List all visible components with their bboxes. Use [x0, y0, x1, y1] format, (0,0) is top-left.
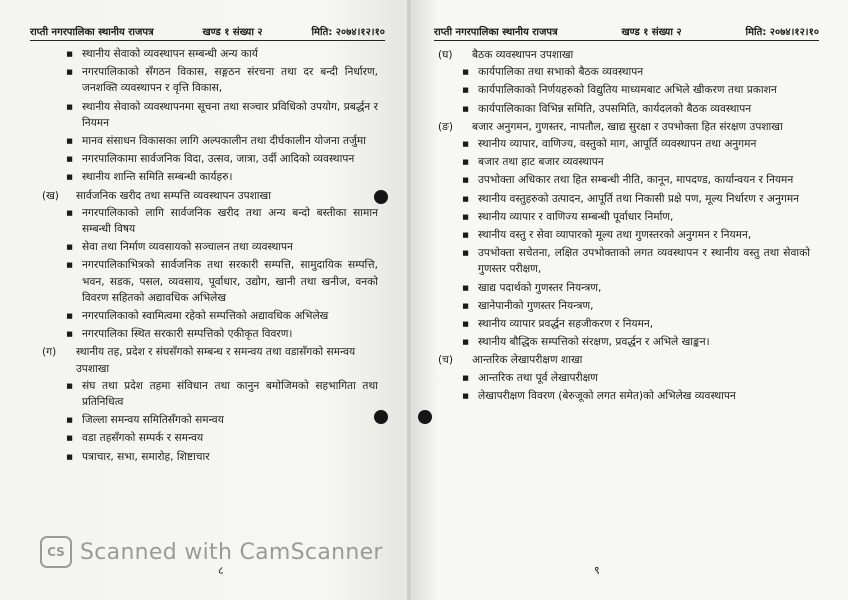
list-kha	[60, 205, 378, 343]
right-page-header	[434, 24, 819, 41]
list-item: ▪ खाद्य पदार्थको गुणस्तर नियन्त्रण,	[462, 281, 602, 294]
list-item: ▪ नगरपालिकाको सँगठन विकास, सङ्गठन संरचना तथा दर बन्दी निर्धारण, जनशक्ति व्यवस्थापन र वृत्ति विकास,	[66, 66, 378, 95]
section-marker: (ख)	[42, 189, 59, 202]
page-number-right: ९	[594, 564, 600, 577]
gazette-title: राप्ती नगरपालिका स्थानीय राजपत्र	[30, 27, 154, 38]
list-top	[60, 46, 378, 186]
page-number-left: ८	[218, 564, 224, 577]
list-item: ▪ कार्यपालिकाको निर्णयहरुको विद्युतिय माध्यमबाट अभिले खीकरण तथा प्रकाशन	[462, 84, 777, 97]
list-item: ▪ नगरपालिकाको स्वामित्वमा रहेको सम्पत्तिको अद्यावधिक अभिलेख	[66, 310, 329, 323]
list-item: ▪ पत्राचार, सभा, समारोह, शिष्टाचार	[66, 450, 210, 463]
section-heading-kha	[42, 188, 378, 204]
list-item: ▪ स्थानीय व्यापार प्रवर्द्धन सहजीकरण र नियमन,	[462, 318, 654, 331]
list-item: ▪ स्थानीय सेवाको व्यवस्थापनमा सूचना तथा सञ्चार प्रविधिको उपयोग, प्रबर्द्धन र नियमन	[66, 100, 378, 129]
list-item: ▪ स्थानीय व्यापार र वाणिज्य सम्बन्धी पूर्वाधार निर्माण,	[462, 210, 674, 223]
list-item: ▪ लेखापरीक्षण विवरण (बेरुजूको लगत समेत)को अभिलेख व्यवस्थापन	[462, 389, 736, 402]
list-cha	[456, 370, 810, 404]
section-heading-nga	[438, 119, 810, 135]
section-heading-gha	[438, 47, 810, 63]
list-item: ▪ आन्तरिक तथा पूर्व लेखापरीक्षण	[462, 371, 598, 384]
page-fold-divider	[407, 0, 411, 600]
list-item: ▪ स्थानीय बौद्धिक सम्पत्तिको संरक्षण, प्रवर्द्धन र अभिले खाङ्कन।	[462, 336, 710, 349]
section-marker: (ग)	[42, 346, 57, 359]
camscanner-logo-icon: CS	[40, 536, 72, 568]
list-item: ▪ स्थानीय सेवाको व्यवस्थापन सम्बन्धी अन्य कार्य	[66, 48, 258, 60]
section-marker: (घ)	[438, 49, 453, 61]
list-item: ▪ कार्यपालिकाका विभिन्न समिति, उपसमिति, कार्यदलको बैठक व्यवस्थापन	[462, 102, 752, 115]
punch-hole	[374, 190, 388, 204]
section-title: बजार अनुगमन, गुणस्तर, नापतौल, खाद्य सुरक्षा र उपभोक्ता हित संरक्षण उपशाखा	[472, 120, 783, 133]
list-item: ▪ उपभोक्ता सचेतना, लक्षित उपभोक्ताको लगत व्यवस्थापन र स्थानीय वस्तु तथा सेवाको गुणस्तर परीक्षण,	[462, 247, 810, 276]
list-item: ▪ नगरपालिकाभित्रको सार्वजनिक तथा सरकारी सम्पत्ति, सामुदायिक सम्पत्ति, भवन, सडक, पसल, व्यवसाय, पूर्वाधार, उद्योग, खानी तथा खनीज, वनको विवरण सहितको अद्यावधिक अभिलेख	[66, 259, 378, 304]
list-item: ▪ स्थानीय वस्तुहरुको उत्पादन, आपूर्ति तथा निकासी प्रक्षे पण, मूल्य निर्धारण र अनुगमन	[462, 192, 800, 205]
left-page-header	[30, 24, 385, 41]
camscanner-watermark	[40, 536, 383, 568]
section-title: बैठक व्यवस्थापन उपशाखा	[472, 49, 574, 61]
list-item: ▪ स्थानीय वस्तु र सेवा व्यापारको मूल्य तथा गुणस्तरको अनुगमन र नियमन,	[462, 229, 752, 242]
list-item: ▪ खानेपानीको गुणस्तर नियन्त्रण,	[462, 299, 594, 312]
punch-hole	[418, 410, 432, 424]
left-page	[0, 0, 412, 600]
watermark-text: Scanned with CamScanner	[80, 539, 383, 565]
list-item: ▪ नगरपालिका स्थित सरकारी सम्पत्तिको एकीकृत विवरण।	[66, 328, 293, 341]
left-page-body	[42, 46, 378, 467]
list-item: ▪ स्थानीय व्यापार, वाणिज्य, वस्तुको माग, आपूर्ति व्यवस्थापन तथा अनुगमन	[462, 138, 757, 151]
list-item: ▪ उपभोक्ता अधिकार तथा हित सम्बन्धी नीति, कानून, मापदण्ड, कार्यान्वयन र नियमन	[462, 174, 794, 187]
section-title: सार्वजनिक खरीद तथा सम्पत्ति व्यवस्थापन उपशाखा	[76, 189, 271, 202]
right-page-body	[438, 46, 810, 406]
volume-number: खण्ड १ संख्या २	[202, 27, 263, 38]
list-nga	[456, 136, 810, 350]
list-ga	[60, 378, 378, 465]
section-marker: (च)	[438, 354, 453, 367]
list-item: ▪ स्थानीय शान्ति समिति सम्बन्धी कार्यहरु।	[66, 171, 233, 184]
section-title: स्थानीय तह, प्रदेश र संघसँगको सम्बन्ध र समन्वय तथा वडासँगको समन्वय उपशाखा	[76, 346, 356, 375]
list-item: ▪ वडा तहसँगको सम्पर्क र समन्वय	[66, 432, 204, 445]
punch-hole	[374, 410, 388, 424]
list-item: ▪ नगरपालिकाको लागि सार्वजनिक खरीद तथा अन्य बन्दो बस्तीका सामान सम्बन्धी विषय	[66, 206, 378, 236]
section-title: आन्तरिक लेखापरीक्षण शाखा	[472, 354, 583, 367]
volume-number: खण्ड १ संख्या २	[621, 27, 682, 38]
gazette-date: मिति: २०७४।१२।१०	[311, 27, 385, 38]
section-heading-cha	[438, 352, 810, 368]
list-item: ▪ मानव संसाधन विकासका लागि अल्पकालीन तथा दीर्घकालीन योजना तर्जुमा	[66, 135, 366, 148]
list-item: ▪ जिल्ला समन्वय समितिसँगको समन्वय	[66, 414, 224, 427]
section-marker: (ङ)	[438, 120, 454, 133]
right-page	[412, 0, 848, 600]
gazette-title: राप्ती नगरपालिका स्थानीय राजपत्र	[434, 27, 558, 38]
list-item: ▪ सेवा तथा निर्माण व्यवसायको सञ्चालन तथा व्यवस्थापन	[66, 241, 293, 254]
list-item: ▪ बजार तथा हाट बजार व्यवस्थापन	[462, 156, 604, 169]
list-gha	[456, 64, 810, 117]
gazette-date: मिति: २०७४।१२।१०	[745, 27, 819, 38]
list-item: ▪ कार्यपालिका तथा सभाको बैठक व्यवस्थापन	[462, 66, 644, 79]
section-heading-ga	[42, 344, 378, 376]
list-item: ▪ संघ तथा प्रदेश तहमा संविधान तथा कानुन बमोजिमको सहभागिता तथा प्रतिनिधित्व	[66, 379, 378, 409]
list-item: ▪ नगरपालिकामा सार्वजनिक विदा, उत्सव, जात्रा, उर्दी आदिको व्यवस्थापन	[66, 153, 355, 166]
